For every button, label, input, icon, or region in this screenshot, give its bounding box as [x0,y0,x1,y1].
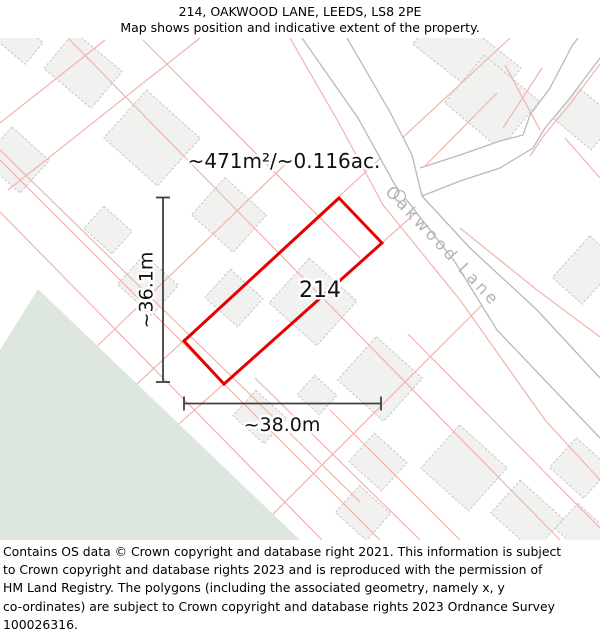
street-label: Oakwood Lane [381,182,504,311]
building [421,425,507,511]
copyright-footer [0,540,600,632]
building [335,486,390,540]
footer-line: Contains OS data © Crown copyright and database right 2021. This information is subject [3,544,562,559]
footer-line: HM Land Registry. The polygons (including the associated geometry, namely x, y [3,580,505,596]
building [552,236,600,304]
building [44,38,122,108]
footer-line: to Crown copyright and database rights 2023 and is reproduced with the permission of [3,562,543,578]
plot-number-label: 214 [299,278,341,303]
area-label: ~471m²/~0.116ac. [187,149,381,173]
building [84,206,132,254]
building [0,127,49,193]
building [191,178,266,253]
map-header [0,0,600,38]
building [550,438,600,499]
map-canvas [0,38,600,540]
height-dimension-label: ~36.1m [135,251,158,329]
width-dimension-label: ~38.0m [243,414,321,436]
property-title: 214, OAKWOOD LANE, LEEDS, LS8 2PE [178,4,422,19]
building [104,90,200,186]
footer-line: 100026316. [3,616,78,632]
building [338,337,423,422]
building [0,38,43,64]
map-description: Map shows position and indicative extent of the property. [120,20,480,35]
building [349,433,407,491]
building [297,375,337,414]
footer-line: co-ordinates) are subject to Crown copyright and database rights 2023 Ordnance Survey [3,598,555,614]
property-map [0,38,600,540]
building [491,480,564,540]
